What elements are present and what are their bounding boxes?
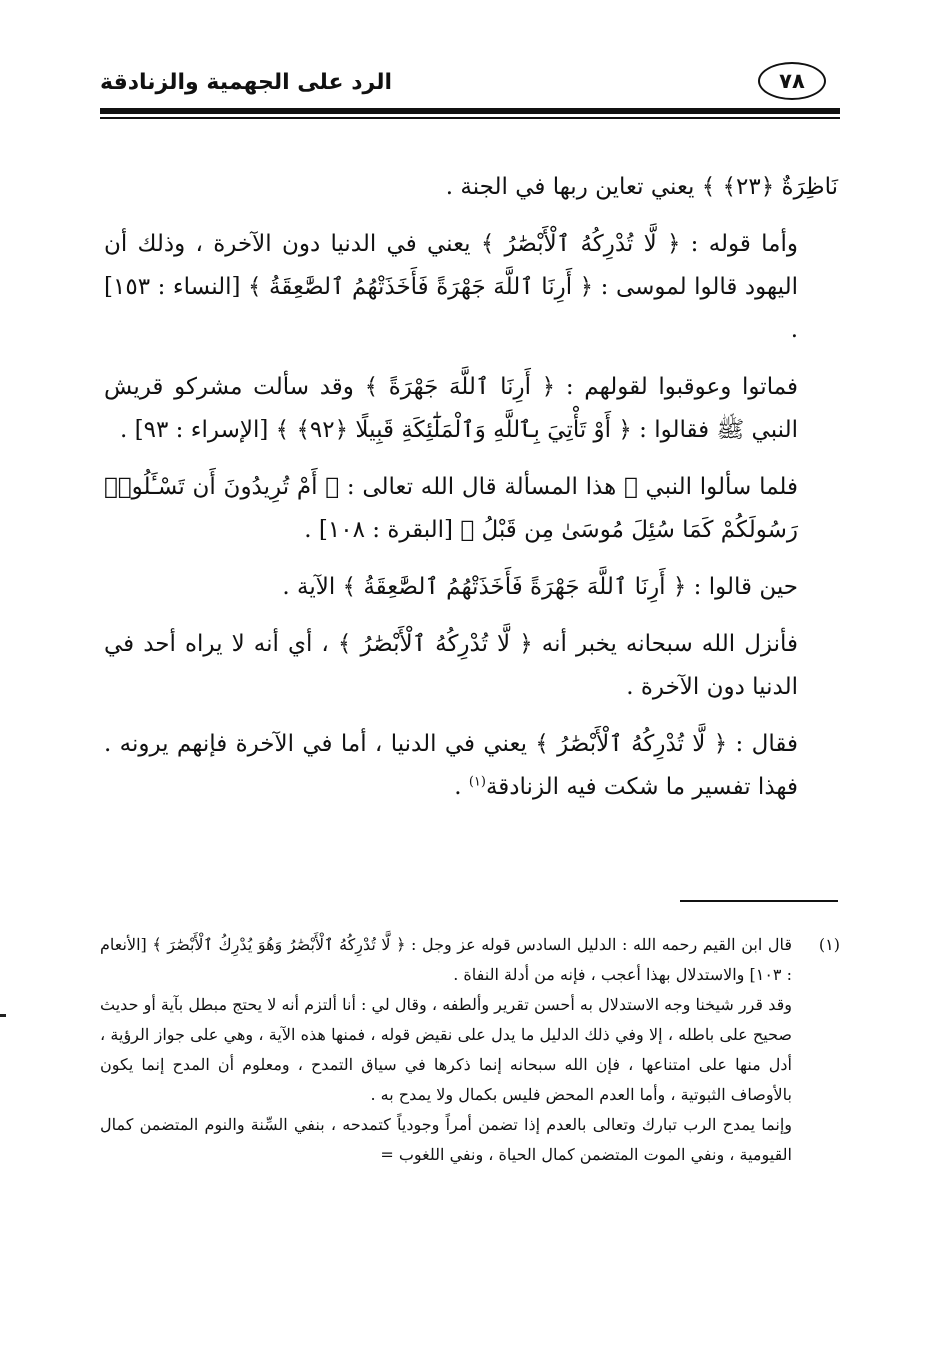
footnote-marker: (١) — [818, 935, 840, 954]
paragraph-7-end: . — [454, 774, 469, 800]
footnote-paragraph-2: وقد قرر شيخنا وجه الاستدلال به أحسن تقرير وألطفه ، وقال لي : أنا ألتزم أنه لا يحتج مبطل بآية أو حديث صحيح على باطله ، إلا وفي ذلك الدليل ما يدل على نقيض قوله ، فمنها هذه الآية ، وهي على جواز الرؤية ، أدل منها على امتناعها ، فإن الله سبحانه إنما ذكرها في سياق التمدح ، ومعلوم أن المدح إنما يكون بالأوصاف الثبوتية ، وأما العدم المحض فليس بكمال ولا يمدح به . — [100, 995, 792, 1104]
footnote-body — [100, 930, 792, 1170]
footnote-separator — [680, 900, 838, 902]
paragraph-5: حين قالوا : ﴿ أَرِنَا ٱللَّهَ جَهْرَةً فَأَخَذَتْهُمُ ٱلصَّٰعِقَةُ ﴾ الآية . — [282, 574, 798, 600]
paragraph-7 — [104, 723, 838, 809]
paragraph-4: فلما سألوا النبي ﷺ هذا المسألة قال الله تعالى : ﴿ أَمْ تُرِيدُونَ أَن تَسْـَٔلُوا۟ رَسُولَكُمْ كَمَا سُئِلَ مُوسَىٰ مِن قَبْلُ ﴾ [البقرة : ١٠٨] . — [104, 474, 798, 543]
paragraph-1: نَاظِرَةٌ ﴿٢٣﴾ ﴾ يعني تعاين ربها في الجنة . — [445, 174, 838, 200]
header-title: الرد على الجهمية والزنادقة — [100, 70, 392, 95]
header-rule-thin — [100, 117, 840, 119]
footnote-paragraph-1: قال ابن القيم رحمه الله : الدليل السادس قوله عز وجل : ﴿ لَّا تُدْرِكُهُ ٱلْأَبْصَٰرُ وَهُوَ يُدْرِكُ ٱلْأَبْصَٰرَ ﴾ [الأنعام : ١٠٣] والاستدلال بهذا أعجب ، فإنه من أدلة النفاة . — [100, 935, 792, 984]
footnote-paragraph-3: وإنما يمدح الرب تبارك وتعالى بالعدم إذا تضمن أمراً وجودياً كتمدحه ، بنفي السِّنة والنوم المتضمن كمال القيومية ، ونفي الموت المتضمن كمال الحياة ، ونفي اللغوب = — [100, 1115, 792, 1164]
paragraph-6: فأنزل الله سبحانه يخبر أنه ﴿ لَّا تُدْرِكُهُ ٱلْأَبْصَٰرُ ﴾ ، أي أنه لا يراه أحد في الدنيا دون الآخرة . — [104, 631, 798, 700]
page-number: ٧٨ — [758, 62, 826, 100]
footnote — [100, 930, 840, 1170]
scan-mark — [0, 1014, 6, 1017]
paragraph-2: وأما قوله : ﴿ لَّا تُدْرِكُهُ ٱلْأَبْصَٰرُ ﴾ يعني في الدنيا دون الآخرة ، وذلك أن اليهود قالوا لموسى : ﴿ أَرِنَا ٱللَّهَ جَهْرَةً فَأَخَذَتْهُمُ ٱلصَّٰعِقَةُ ﴾ [النساء : ١٥٣] . — [104, 231, 798, 343]
running-header — [100, 58, 840, 108]
paragraph-7-text: فقال : ﴿ لَّا تُدْرِكُهُ ٱلْأَبْصَٰرُ ﴾ يعني في الدنيا ، أما في الآخرة فإنهم يرونه . فهذا تفسير ما شكت فيه الزنادقة — [104, 731, 798, 800]
main-text — [104, 166, 838, 809]
paragraph-3: فماتوا وعوقبوا لقولهم : ﴿ أَرِنَا ٱللَّهَ جَهْرَةً ﴾ وقد سألت مشركو قريش النبي ﷺ فقالوا : ﴿ أَوْ تَأْتِيَ بِٱللَّهِ وَٱلْمَلَٰٓئِكَةِ قَبِيلًا ﴿٩٢﴾ ﴾ [الإسراء : ٩٣] . — [104, 374, 798, 443]
footnote-reference: (١) — [468, 774, 486, 790]
header-rule-thick — [100, 108, 840, 114]
